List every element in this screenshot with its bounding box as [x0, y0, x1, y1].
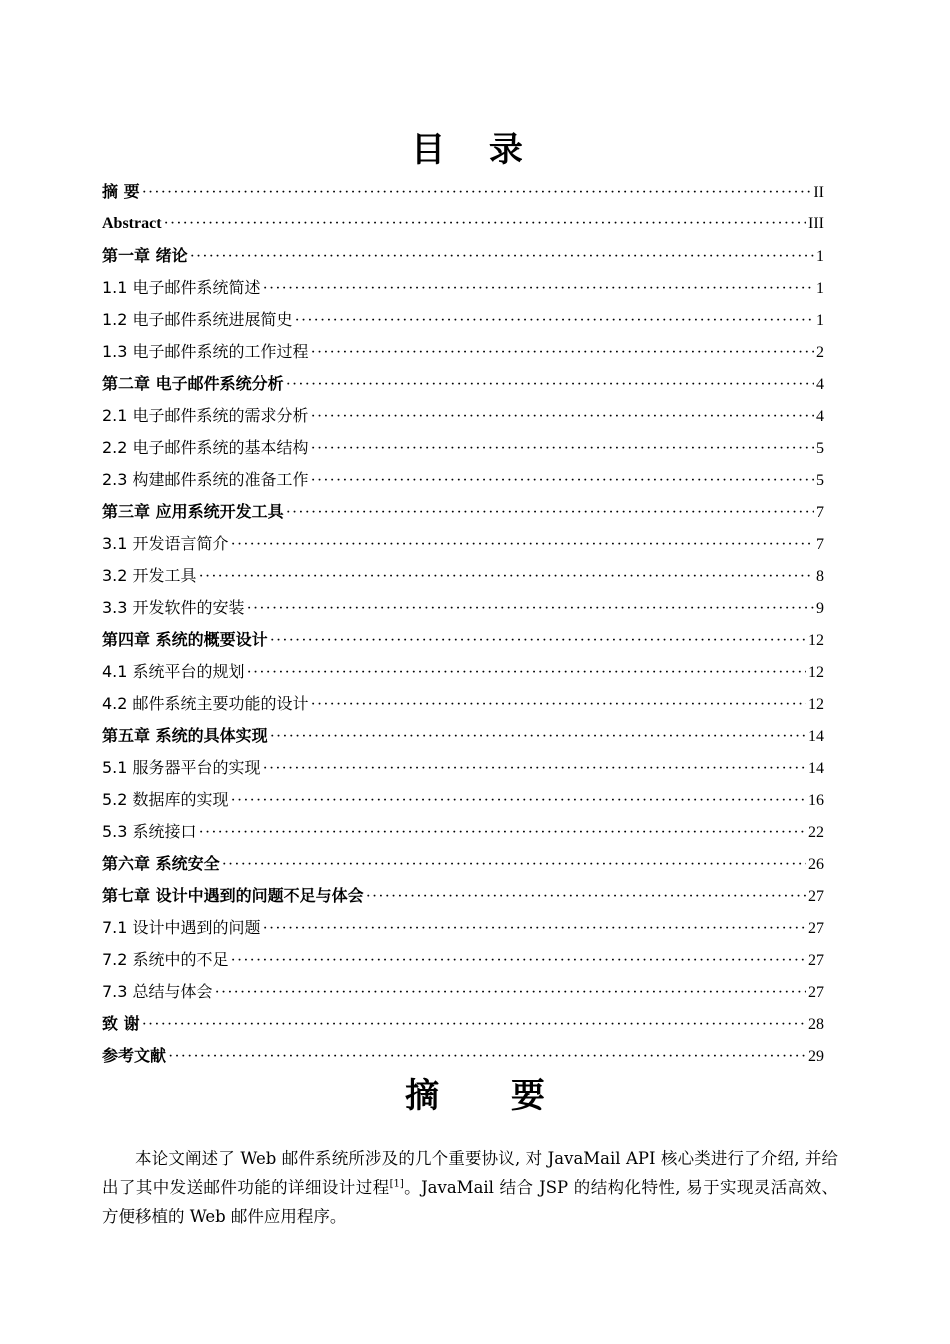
toc-entry-page-number: 22 [808, 824, 824, 841]
toc-entry-page-number: 26 [808, 856, 824, 873]
toc-dot-leader [366, 881, 806, 912]
abstract-paragraph [102, 1144, 838, 1231]
toc-entry-page-number: 7 [816, 536, 824, 553]
toc-entry-page-number: 9 [816, 600, 824, 617]
toc-entry-page-number: 2 [816, 344, 824, 361]
toc-entry-label: 3.1 开发语言简介 [102, 534, 229, 553]
toc-dot-leader [222, 849, 806, 880]
toc-dot-leader [142, 177, 812, 208]
toc-entry-label: 7.3 总结与体会 [102, 982, 213, 1001]
toc-entry-label: 5.1 服务器平台的实现 [102, 758, 261, 777]
toc-entry-page-number: 27 [808, 984, 824, 1001]
toc-entry-page-number: 12 [808, 632, 824, 649]
toc-dot-leader [247, 657, 806, 688]
toc-entry-label: 第二章 电子邮件系统分析 [102, 374, 284, 393]
toc-entry-label: 4.1 系统平台的规划 [102, 662, 245, 681]
toc-entry[interactable] [102, 752, 824, 784]
toc-entry[interactable] [102, 272, 824, 304]
toc-entry-page-number: 16 [808, 792, 824, 809]
toc-entry-label: 3.3 开发软件的安装 [102, 598, 245, 617]
toc-entry-label: 7.1 设计中遇到的问题 [102, 918, 261, 937]
toc-dot-leader [311, 337, 814, 368]
toc-entry-page-number: 27 [808, 920, 824, 937]
toc-entry-page-number: 27 [808, 952, 824, 969]
toc-entry-page-number: 1 [816, 312, 824, 329]
toc-entry-label: 1.1 电子邮件系统简述 [102, 278, 261, 297]
toc-entry-page-number: 1 [816, 248, 824, 265]
toc-dot-leader [263, 273, 814, 304]
toc-entry-page-number: III [808, 215, 824, 232]
toc-entry[interactable] [102, 624, 824, 656]
toc-entry-page-number: 14 [808, 760, 824, 777]
toc-entry-page-number: 27 [808, 888, 824, 905]
toc-entry[interactable] [102, 656, 824, 688]
toc-entry[interactable] [102, 688, 824, 720]
abstract-title: 摘 要 [405, 1076, 575, 1116]
abstract-text: 本论文阐述了 Web 邮件系统所涉及的几个重要协议, 对 JavaMail API 核心类进行了介绍, 并给出了其中发送邮件功能的详细设计过程 [102, 1149, 838, 1197]
toc-entry-label: 5.3 系统接口 [102, 822, 197, 841]
toc-entry-label: 第七章 设计中遇到的问题不足与体会 [102, 886, 364, 905]
toc-entry[interactable] [102, 368, 824, 400]
toc-dot-leader [231, 945, 806, 976]
toc-entry[interactable] [102, 240, 824, 272]
toc-dot-leader [311, 465, 814, 496]
toc-entry[interactable] [102, 304, 824, 336]
toc-entry[interactable] [102, 592, 824, 624]
toc-entry-label: 致 谢 [102, 1014, 140, 1033]
toc-dot-leader [311, 401, 814, 432]
toc-dot-leader [142, 1009, 806, 1040]
toc-entry[interactable] [102, 848, 824, 880]
toc-entry[interactable] [102, 176, 824, 208]
toc-dot-leader [311, 689, 806, 720]
toc-entry-page-number: II [813, 184, 824, 201]
citation-marker: [1] [389, 1178, 404, 1190]
toc-entry[interactable] [102, 912, 824, 944]
toc-dot-leader [247, 593, 814, 624]
toc-entry-page-number: 5 [816, 440, 824, 457]
table-of-contents [102, 176, 824, 1072]
toc-entry-label: 摘 要 [102, 182, 140, 201]
toc-dot-leader [199, 561, 814, 592]
toc-entry[interactable] [102, 528, 824, 560]
toc-entry-page-number: 28 [808, 1016, 824, 1033]
toc-entry[interactable] [102, 944, 824, 976]
toc-entry-page-number: 7 [816, 504, 824, 521]
toc-entry[interactable] [102, 400, 824, 432]
toc-entry-label: 7.2 系统中的不足 [102, 950, 229, 969]
toc-dot-leader [311, 433, 814, 464]
toc-entry[interactable] [102, 720, 824, 752]
toc-entry[interactable] [102, 432, 824, 464]
toc-entry[interactable] [102, 560, 824, 592]
toc-title: 目 录 [411, 130, 539, 170]
toc-entry[interactable] [102, 496, 824, 528]
toc-entry-label: 2.1 电子邮件系统的需求分析 [102, 406, 309, 425]
toc-dot-leader [286, 369, 814, 400]
toc-entry-page-number: 29 [808, 1048, 824, 1065]
toc-entry-label: 第一章 绪论 [102, 246, 188, 265]
toc-dot-leader [270, 625, 806, 656]
toc-dot-leader [263, 913, 806, 944]
toc-entry-label: 1.3 电子邮件系统的工作过程 [102, 342, 309, 361]
toc-entry-label: 第四章 系统的概要设计 [102, 630, 268, 649]
toc-dot-leader [164, 208, 806, 240]
toc-entry[interactable] [102, 784, 824, 816]
toc-entry-label: 2.2 电子邮件系统的基本结构 [102, 438, 309, 457]
toc-dot-leader [231, 785, 806, 816]
toc-entry-label: 1.2 电子邮件系统进展简史 [102, 310, 293, 329]
toc-entry-label: 2.3 构建邮件系统的准备工作 [102, 470, 309, 489]
toc-entry-label: 第六章 系统安全 [102, 854, 220, 873]
toc-dot-leader [190, 241, 814, 272]
toc-entry[interactable] [102, 816, 824, 848]
toc-entry-page-number: 4 [816, 376, 824, 393]
toc-dot-leader [263, 753, 806, 784]
toc-dot-leader [199, 817, 806, 848]
toc-entry-page-number: 5 [816, 472, 824, 489]
abstract-text-continued: 。JavaMail 结合 JSP 的结构化特性, 易于实现灵活高效、方便移植的 Web 邮件应用程序。 [102, 1178, 838, 1226]
toc-entry-page-number: 12 [808, 664, 824, 681]
toc-entry-label: 3.2 开发工具 [102, 566, 197, 585]
toc-entry-page-number: 8 [816, 568, 824, 585]
toc-entry-page-number: 14 [808, 728, 824, 745]
toc-entry-label: 第五章 系统的具体实现 [102, 726, 268, 745]
toc-entry-page-number: 4 [816, 408, 824, 425]
toc-dot-leader [215, 977, 806, 1008]
toc-dot-leader [231, 529, 814, 560]
toc-entry[interactable] [102, 464, 824, 496]
toc-entry-label: 5.2 数据库的实现 [102, 790, 229, 809]
toc-entry-label: Abstract [102, 215, 162, 232]
toc-dot-leader [286, 497, 814, 528]
toc-entry[interactable] [102, 336, 824, 368]
toc-dot-leader [270, 721, 806, 752]
toc-entry-page-number: 12 [808, 696, 824, 713]
toc-entry[interactable] [102, 976, 824, 1008]
toc-dot-leader [295, 305, 814, 336]
toc-entry[interactable] [102, 1008, 824, 1040]
toc-entry-page-number: 1 [816, 280, 824, 297]
toc-entry[interactable] [102, 208, 824, 240]
toc-entry-label: 第三章 应用系统开发工具 [102, 502, 284, 521]
toc-entry-label: 参考文献 [102, 1046, 167, 1065]
toc-entry[interactable] [102, 880, 824, 912]
toc-entry-label: 4.2 邮件系统主要功能的设计 [102, 694, 309, 713]
